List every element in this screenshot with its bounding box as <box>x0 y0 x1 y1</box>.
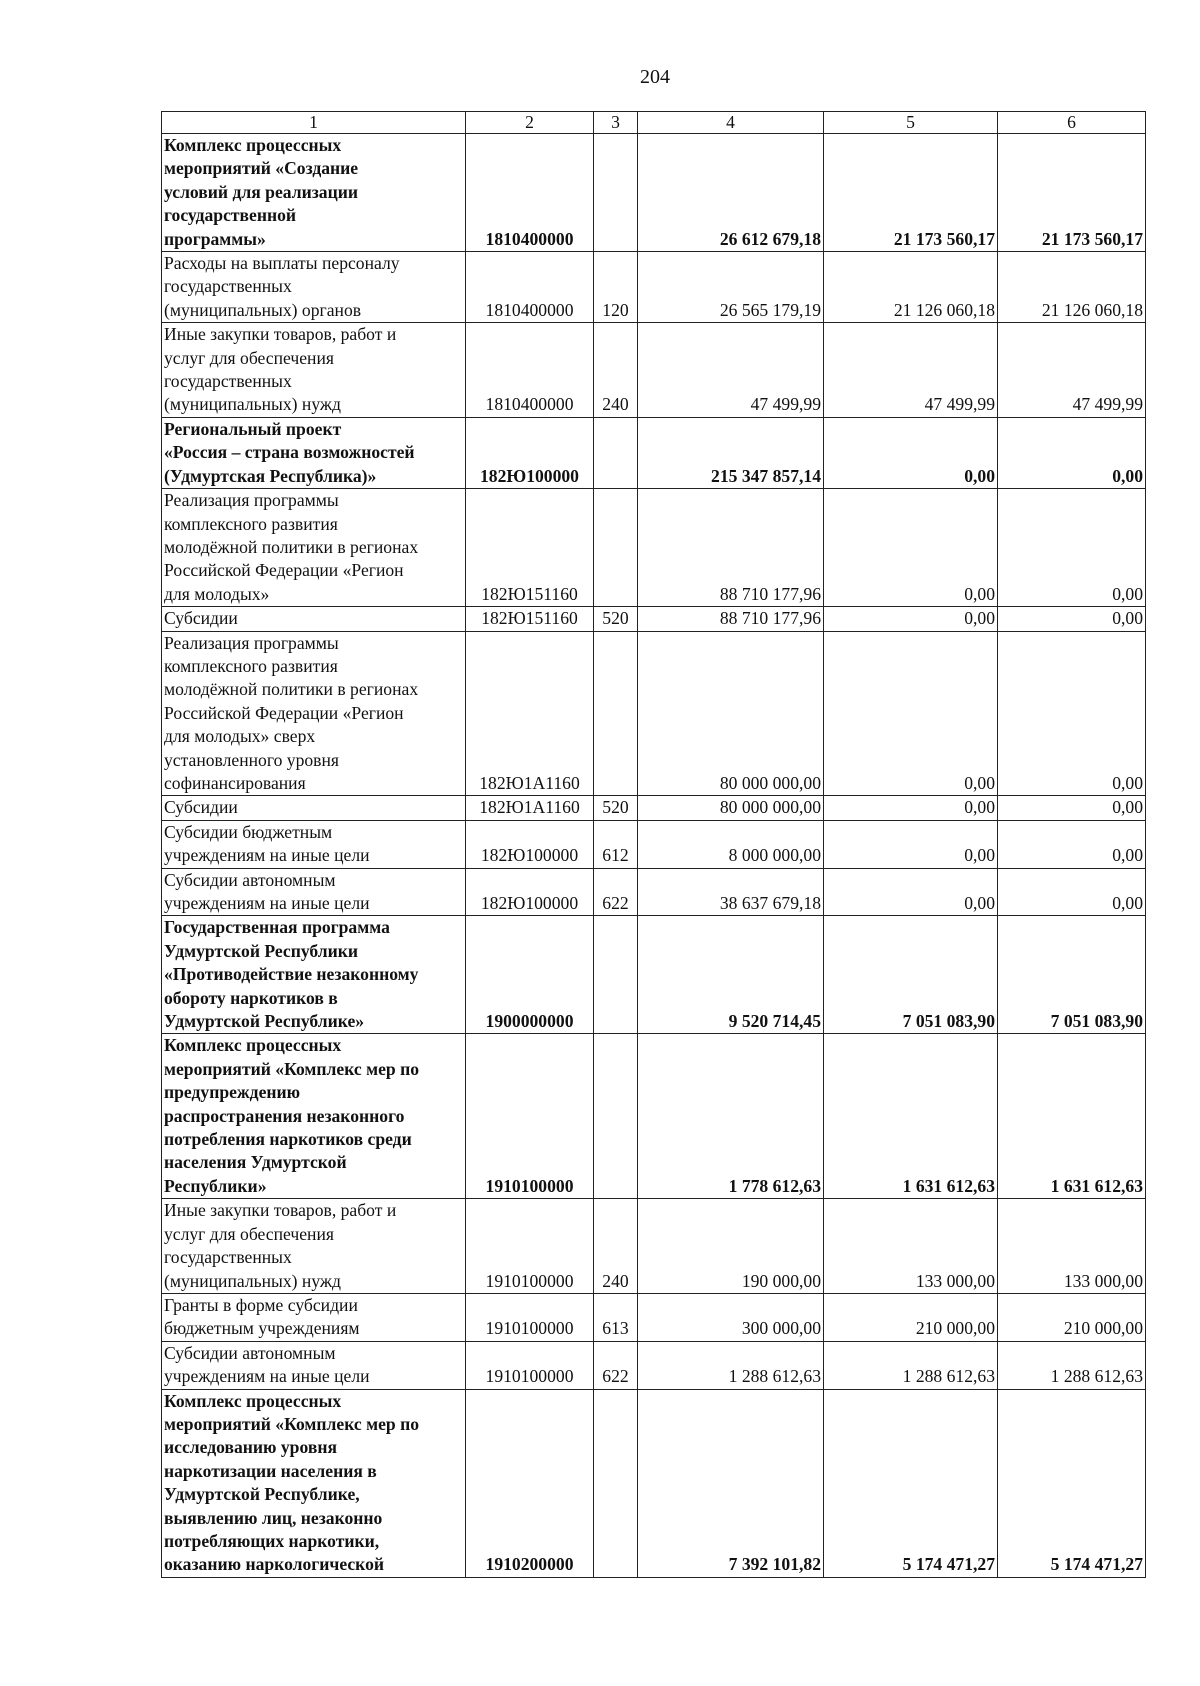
row-name-cell: Иные закупки товаров, работ и услуг для обеспечения государственных (муниципальных) нужд <box>162 1199 466 1294</box>
row-value-col6-cell: 1 631 612,63 <box>998 1034 1146 1199</box>
table-row <box>162 1341 1146 1389</box>
row-value-col5-cell: 133 000,00 <box>824 1199 998 1294</box>
table-row <box>162 631 1146 796</box>
row-value-col6-cell: 5 174 471,27 <box>998 1389 1146 1577</box>
row-value-col4-cell: 47 499,99 <box>638 323 824 418</box>
table-row <box>162 916 1146 1034</box>
row-type-cell <box>594 489 638 607</box>
row-name-cell: Комплекс процессных мероприятий «Комплекс мер по предупреждению распространения незаконного потребления наркотиков среди населения Удмуртской Республики» <box>162 1034 466 1199</box>
row-type-cell: 613 <box>594 1293 638 1341</box>
table-row <box>162 607 1146 631</box>
row-value-col5-cell: 210 000,00 <box>824 1293 998 1341</box>
row-value-col6-cell: 210 000,00 <box>998 1293 1146 1341</box>
table-row <box>162 1199 1146 1294</box>
row-name-cell: Реализация программы комплексного развития молодёжной политики в регионах Российской Федерации «Регион для молодых» сверх установленного уровня софинансирования <box>162 631 466 796</box>
row-type-cell <box>594 916 638 1034</box>
row-value-col4-cell: 1 778 612,63 <box>638 1034 824 1199</box>
row-value-col6-cell: 21 126 060,18 <box>998 252 1146 323</box>
row-code-cell: 182Ю151160 <box>466 607 594 631</box>
row-value-col4-cell: 38 637 679,18 <box>638 868 824 916</box>
row-value-col6-cell: 47 499,99 <box>998 323 1146 418</box>
row-name-cell: Комплекс процессных мероприятий «Комплекс мер по исследованию уровня наркотизации населения в Удмуртской Республике, выявлению лиц, незаконно потребляющих наркотики, оказанию наркологической <box>162 1389 466 1577</box>
row-type-cell: 520 <box>594 796 638 820</box>
row-value-col4-cell: 9 520 714,45 <box>638 916 824 1034</box>
row-name-cell: Расходы на выплаты персоналу государственных (муниципальных) органов <box>162 252 466 323</box>
row-value-col4-cell: 88 710 177,96 <box>638 607 824 631</box>
row-value-col6-cell: 0,00 <box>998 417 1146 488</box>
page-number: 204 <box>640 66 670 88</box>
row-value-col5-cell: 21 126 060,18 <box>824 252 998 323</box>
header-cell: 2 <box>466 112 594 134</box>
row-value-col6-cell: 7 051 083,90 <box>998 916 1146 1034</box>
row-value-col5-cell: 21 173 560,17 <box>824 134 998 252</box>
header-cell: 3 <box>594 112 638 134</box>
row-code-cell: 1910200000 <box>466 1389 594 1577</box>
table-row <box>162 796 1146 820</box>
row-value-col5-cell: 0,00 <box>824 417 998 488</box>
row-name-cell: Субсидии <box>162 607 466 631</box>
row-type-cell: 612 <box>594 820 638 868</box>
row-type-cell <box>594 417 638 488</box>
row-type-cell: 622 <box>594 868 638 916</box>
row-name-cell: Субсидии автономным учреждениям на иные цели <box>162 868 466 916</box>
row-value-col5-cell: 0,00 <box>824 631 998 796</box>
row-code-cell: 1810400000 <box>466 323 594 418</box>
row-value-col4-cell: 88 710 177,96 <box>638 489 824 607</box>
row-value-col4-cell: 190 000,00 <box>638 1199 824 1294</box>
table-row <box>162 417 1146 488</box>
table-row <box>162 1293 1146 1341</box>
row-code-cell: 182Ю100000 <box>466 820 594 868</box>
header-cell: 4 <box>638 112 824 134</box>
row-value-col5-cell: 1 288 612,63 <box>824 1341 998 1389</box>
row-code-cell: 182Ю100000 <box>466 417 594 488</box>
row-value-col6-cell: 133 000,00 <box>998 1199 1146 1294</box>
row-value-col5-cell: 5 174 471,27 <box>824 1389 998 1577</box>
row-name-cell: Иные закупки товаров, работ и услуг для обеспечения государственных (муниципальных) нужд <box>162 323 466 418</box>
row-value-col6-cell: 1 288 612,63 <box>998 1341 1146 1389</box>
row-value-col4-cell: 26 612 679,18 <box>638 134 824 252</box>
row-type-cell: 240 <box>594 323 638 418</box>
row-code-cell: 1910100000 <box>466 1341 594 1389</box>
row-name-cell: Государственная программа Удмуртской Республики «Противодействие незаконному обороту наркотиков в Удмуртской Республике» <box>162 916 466 1034</box>
row-name-cell: Субсидии бюджетным учреждениям на иные цели <box>162 820 466 868</box>
row-value-col5-cell: 0,00 <box>824 796 998 820</box>
row-value-col4-cell: 300 000,00 <box>638 1293 824 1341</box>
row-name-cell: Комплекс процессных мероприятий «Создание условий для реализации государственной программы» <box>162 134 466 252</box>
row-name-cell: Региональный проект «Россия – страна возможностей (Удмуртская Республика)» <box>162 417 466 488</box>
table-row <box>162 252 1146 323</box>
row-value-col6-cell: 0,00 <box>998 820 1146 868</box>
row-name-cell: Субсидии <box>162 796 466 820</box>
row-name-cell: Гранты в форме субсидии бюджетным учреждениям <box>162 1293 466 1341</box>
row-type-cell <box>594 1389 638 1577</box>
row-value-col4-cell: 215 347 857,14 <box>638 417 824 488</box>
table-row <box>162 134 1146 252</box>
table-row <box>162 1034 1146 1199</box>
header-cell: 5 <box>824 112 998 134</box>
row-code-cell: 1910100000 <box>466 1199 594 1294</box>
row-value-col5-cell: 0,00 <box>824 868 998 916</box>
row-code-cell: 182Ю100000 <box>466 868 594 916</box>
table-row <box>162 323 1146 418</box>
row-code-cell: 182Ю1А1160 <box>466 796 594 820</box>
row-value-col5-cell: 47 499,99 <box>824 323 998 418</box>
table-row <box>162 1389 1146 1577</box>
row-code-cell: 182Ю151160 <box>466 489 594 607</box>
row-type-cell <box>594 134 638 252</box>
row-type-cell: 240 <box>594 1199 638 1294</box>
row-value-col4-cell: 26 565 179,19 <box>638 252 824 323</box>
table-body <box>162 112 1146 1578</box>
row-type-cell <box>594 1034 638 1199</box>
table-row <box>162 820 1146 868</box>
row-value-col6-cell: 0,00 <box>998 796 1146 820</box>
row-name-cell: Реализация программы комплексного развития молодёжной политики в регионах Российской Федерации «Регион для молодых» <box>162 489 466 607</box>
row-value-col4-cell: 8 000 000,00 <box>638 820 824 868</box>
row-value-col5-cell: 1 631 612,63 <box>824 1034 998 1199</box>
table-row <box>162 489 1146 607</box>
row-type-cell: 120 <box>594 252 638 323</box>
row-code-cell: 1910100000 <box>466 1293 594 1341</box>
row-value-col5-cell: 0,00 <box>824 820 998 868</box>
row-code-cell: 1900000000 <box>466 916 594 1034</box>
header-cell: 1 <box>162 112 466 134</box>
row-value-col4-cell: 80 000 000,00 <box>638 796 824 820</box>
row-code-cell: 1910100000 <box>466 1034 594 1199</box>
row-type-cell <box>594 631 638 796</box>
row-name-cell: Субсидии автономным учреждениям на иные цели <box>162 1341 466 1389</box>
row-code-cell: 1810400000 <box>466 252 594 323</box>
row-value-col4-cell: 1 288 612,63 <box>638 1341 824 1389</box>
row-value-col6-cell: 0,00 <box>998 868 1146 916</box>
table-row <box>162 868 1146 916</box>
row-value-col5-cell: 0,00 <box>824 489 998 607</box>
row-value-col5-cell: 7 051 083,90 <box>824 916 998 1034</box>
row-value-col5-cell: 0,00 <box>824 607 998 631</box>
row-code-cell: 1810400000 <box>466 134 594 252</box>
row-value-col4-cell: 80 000 000,00 <box>638 631 824 796</box>
table-header-row <box>162 112 1146 134</box>
row-type-cell: 622 <box>594 1341 638 1389</box>
budget-table <box>161 111 1146 1578</box>
row-value-col6-cell: 0,00 <box>998 631 1146 796</box>
row-value-col6-cell: 0,00 <box>998 489 1146 607</box>
row-value-col6-cell: 21 173 560,17 <box>998 134 1146 252</box>
header-cell: 6 <box>998 112 1146 134</box>
row-code-cell: 182Ю1А1160 <box>466 631 594 796</box>
row-value-col4-cell: 7 392 101,82 <box>638 1389 824 1577</box>
row-type-cell: 520 <box>594 607 638 631</box>
row-value-col6-cell: 0,00 <box>998 607 1146 631</box>
